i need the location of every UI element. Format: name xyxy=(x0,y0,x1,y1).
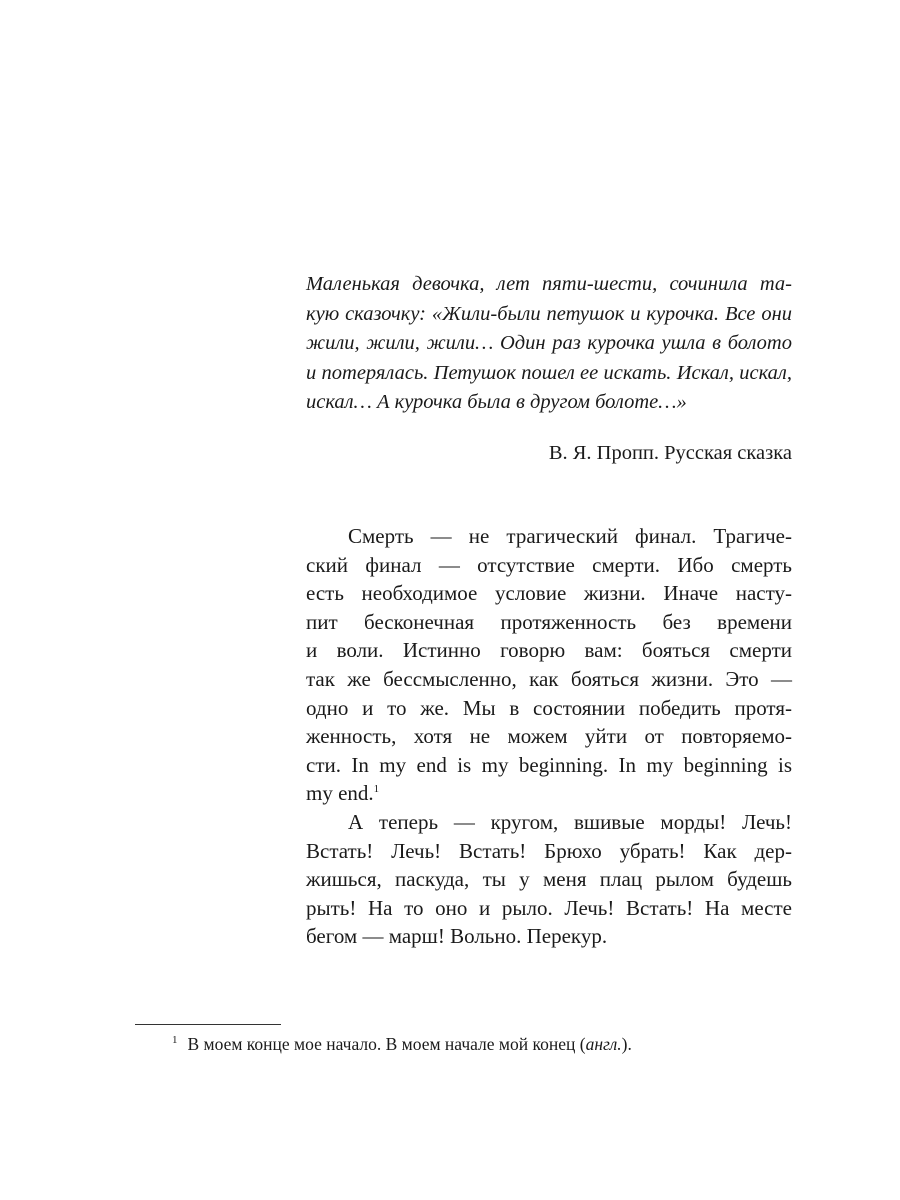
text-line: my end. xyxy=(306,781,374,806)
text-line: пит бесконечная протяженность без времени xyxy=(306,609,792,634)
epigraph-line: кую сказочку: «Жили-были петушок и курочка. Все они xyxy=(306,302,792,325)
text-line: сти. In my end is my beginning. In my beginning is xyxy=(306,752,792,777)
text-line: Смерть — не трагический финал. Трагиче- xyxy=(348,524,792,548)
epigraph-line: и потерялась. Петушок пошел ее искать. Искал, искал, xyxy=(306,361,792,384)
text-line-with-note xyxy=(306,779,792,808)
footnote-close: ). xyxy=(621,1034,632,1054)
footnote-mark: 1 xyxy=(172,1034,178,1047)
text-line: Встать! Лечь! Встать! Брюхо убрать! Как дер- xyxy=(306,838,792,863)
footnote-divider xyxy=(135,1024,281,1025)
text-line: рыть! На то оно и рыло. Лечь! Встать! На месте xyxy=(306,895,792,920)
text-line: так же бессмысленно, как бояться жизни. Это — xyxy=(306,666,792,691)
text-line: А теперь — кругом, вшивые морды! Лечь! xyxy=(348,809,792,834)
epigraph-line: жили, жили, жили… Один раз курочка ушла в болото xyxy=(306,332,792,354)
epigraph-attribution: В. Я. Пропп. Русская сказка xyxy=(548,442,792,464)
text-line: женность, хотя не можем уйти от повторяемо- xyxy=(306,724,792,749)
text-line: есть необходимое условие жизни. Иначе насту- xyxy=(306,581,792,606)
text-line: и воли. Истинно говорю вам: бояться смерти xyxy=(306,638,792,663)
text-line: жишься, паскуда, ты у меня плац рылом будешь xyxy=(306,867,792,892)
main-text xyxy=(306,522,792,951)
epigraph-line: искал… А курочка была в другом болоте…» xyxy=(306,391,687,413)
footnote xyxy=(172,1031,632,1057)
footnote-text: В моем конце мое начало. В моем начале мой конец ( xyxy=(187,1034,586,1054)
epigraph-line: Маленькая девочка, лет пяти-шести, сочинила та- xyxy=(306,273,792,295)
footnote-language: англ. xyxy=(585,1034,622,1054)
footnote-reference[interactable]: 1 xyxy=(373,783,380,796)
text-line: ский финал — отсутствие смерти. Ибо смерть xyxy=(306,552,792,577)
text-line: одно и то же. Мы в состоянии победить протя- xyxy=(306,695,792,720)
epigraph xyxy=(306,270,792,418)
text-line: бегом — марш! Вольно. Перекур. xyxy=(306,924,608,949)
